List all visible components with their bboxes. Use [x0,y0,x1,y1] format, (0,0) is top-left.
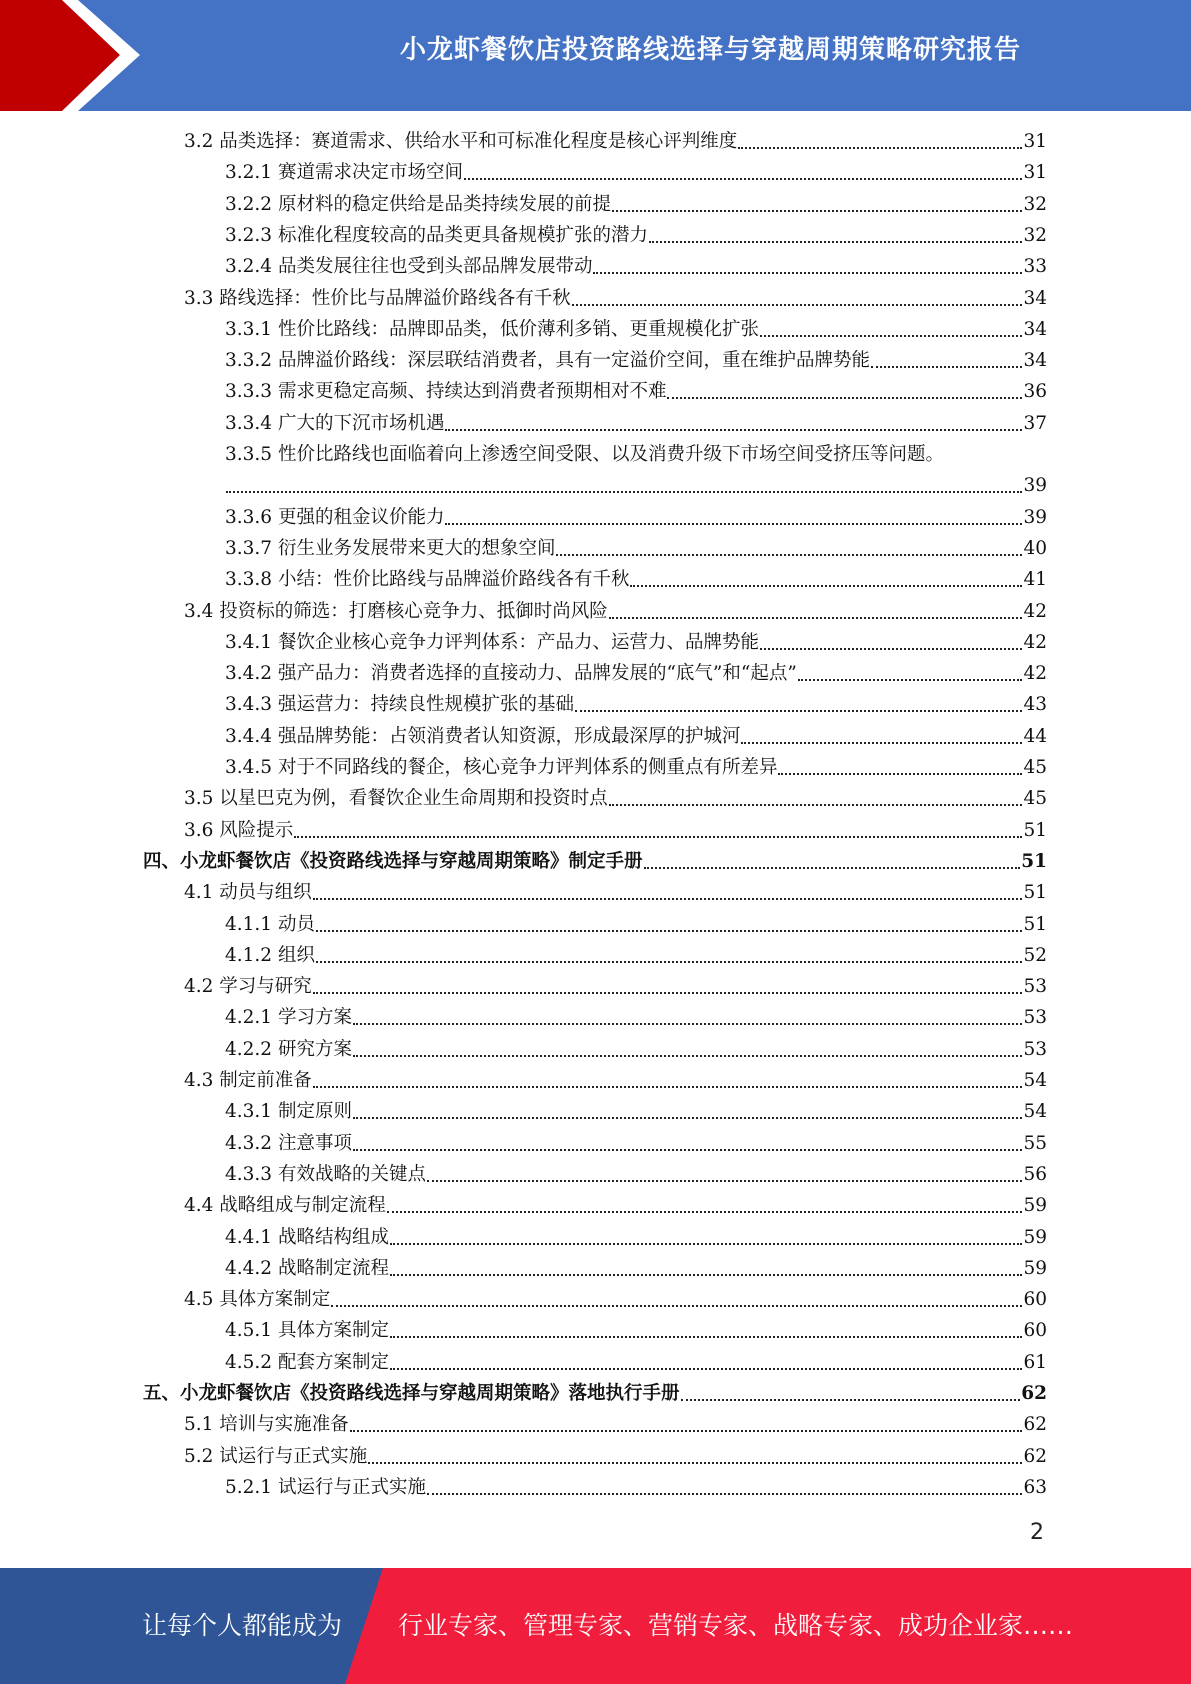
toc-entry-page: 41 [1023,569,1047,591]
toc-entry-page: 60 [1023,1289,1047,1311]
toc-entry-label: 3.2 品类选择：赛道需求、供给水平和可标准化程度是核心评判维度 [184,131,738,152]
toc-entry-page: 62 [1023,1445,1047,1467]
toc-entry-page: 39 [1023,506,1047,528]
toc-entry-page: 51 [1021,850,1047,872]
toc-entry-label: 3.5 以星巴克为例，看餐饮企业生命周期和投资时点 [184,788,608,810]
toc-entry-page: 36 [1023,381,1047,403]
toc-entry[interactable] [225,1224,1047,1252]
toc-leader-dots [294,817,1022,845]
toc-entry-label: 4.3.2 注意事项 [225,1132,352,1154]
toc-entry-page: 60 [1023,1320,1047,1342]
toc-leader-dots [390,1317,1022,1345]
toc-leader-dots [427,1474,1022,1502]
toc-entry[interactable] [225,1317,1047,1345]
toc-entry[interactable] [225,1130,1047,1158]
toc-leader-dots [316,911,1023,939]
toc-entry[interactable] [225,222,1047,250]
toc-entry-label: 4.4 战略组成与制定流程 [184,1195,386,1217]
toc-entry[interactable] [225,942,1047,970]
toc-entry[interactable] [184,1443,1047,1471]
toc-entry-continuation[interactable] [225,472,1047,500]
toc-leader-dots [313,879,1023,907]
toc-entry-label: 五、小龙虾餐饮店《投资路线选择与穿越周期策略》落地执行手册 [143,1383,680,1404]
toc-leader-dots [741,723,1022,751]
toc-entry[interactable] [225,1098,1047,1126]
toc-entry-page: 62 [1021,1383,1047,1404]
toc-leader-dots [313,1067,1023,1095]
toc-entry-page: 45 [1023,757,1047,778]
toc-entry-label: 3.3.3 需求更稳定高频、持续达到消费者预期相对不难 [225,381,667,403]
toc-entry-label: 4.3.3 有效战略的关键点 [225,1163,426,1185]
toc-entry-page: 32 [1023,193,1047,215]
toc-entry-page: 61 [1023,1351,1047,1373]
toc-leader-dots [368,1443,1022,1471]
toc-chapter-entry[interactable] [143,1380,1047,1408]
toc-entry[interactable] [225,1349,1047,1377]
toc-entry-label: 4.4.1 战略结构组成 [225,1226,389,1248]
toc-entry[interactable] [184,128,1047,156]
toc-entry[interactable] [184,879,1047,907]
toc-entry-label: 4.1 动员与组织 [184,882,312,904]
toc-leader-dots [760,316,1022,344]
toc-entry-page: 56 [1023,1163,1047,1185]
toc-leader-dots [609,598,1023,626]
toc-leader-dots [778,754,1022,782]
toc-entry-page: 37 [1023,412,1047,434]
toc-leader-dots [427,1161,1022,1189]
toc-leader-dots [798,660,1023,688]
toc-entry-page: 54 [1023,1070,1047,1091]
toc-entry[interactable] [225,378,1047,406]
toc-entry-page: 43 [1023,694,1047,716]
toc-entry-page: 59 [1023,1226,1047,1248]
toc-entry-label: 3.6 风险提示 [184,819,294,841]
toc-entry-label: 4.1.1 动员 [225,913,315,935]
toc-entry[interactable] [184,973,1047,1001]
toc-entry[interactable] [225,754,1047,782]
toc-entry-label: 3.4.5 对于不同路线的餐企，核心竞争力评判体系的侧重点有所差异 [225,757,778,778]
toc-entry[interactable] [184,817,1047,845]
toc-entry-label: 3.4 投资标的筛选：打磨核心竞争力、抵御时尚风险 [184,600,608,622]
toc-leader-dots [390,1255,1022,1283]
toc-entry[interactable] [184,285,1047,313]
toc-entry[interactable] [225,723,1047,751]
toc-entry-label: 3.4.1 餐饮企业核心竞争力评判体系：产品力、运营力、品牌势能 [225,631,759,653]
toc-entry[interactable] [225,316,1047,344]
toc-leader-dots [556,535,1022,563]
toc-entry[interactable] [225,629,1047,657]
toc-entry-page: 34 [1023,318,1047,340]
toc-leader-dots [445,504,1022,532]
toc-entry-page: 34 [1023,287,1047,309]
toc-entry-page: 31 [1023,131,1047,152]
toc-entry-page: 59 [1023,1257,1047,1279]
toc-entry-label: 4.3.1 制定原则 [225,1101,352,1123]
footer-slogan-right: 行业专家、管理专家、营销专家、战略专家、成功企业家…… [398,1611,1074,1640]
toc-entry-page: 55 [1023,1132,1047,1154]
toc-leader-dots [390,1349,1022,1377]
toc-entry[interactable] [184,1411,1047,1439]
toc-entry-label: 5.1 培训与实施准备 [184,1414,349,1436]
toc-entry[interactable] [225,347,1047,375]
toc-entry[interactable] [184,785,1047,813]
toc-chapter-entry[interactable] [143,848,1047,876]
toc-entry-label: 4.2.1 学习方案 [225,1007,352,1029]
toc-entry-label: 3.3 路线选择：性价比与品牌溢价路线各有千秋 [184,287,571,309]
toc-entry-page: 53 [1023,1007,1047,1029]
toc-leader-dots [593,253,1022,281]
toc-entry[interactable] [225,566,1047,594]
toc-entry[interactable] [184,1286,1047,1314]
toc-entry-label: 5.2.1 试运行与正式实施 [225,1476,426,1498]
toc-entry-page: 44 [1023,725,1047,747]
toc-entry[interactable] [225,159,1047,187]
toc-entry-page: 53 [1023,1038,1047,1060]
report-title: 小龙虾餐饮店投资路线选择与穿越周期策略研究报告 [399,35,1021,65]
toc-entry-label: 3.2.4 品类发展往往也受到头部品牌发展带动 [225,256,593,278]
page-header [0,0,1191,111]
toc-leader-dots [353,1036,1023,1064]
toc-entry-label: 3.3.6 更强的租金议价能力 [225,506,445,528]
toc-entry[interactable] [184,1192,1047,1220]
toc-entry-label: 4.2 学习与研究 [184,976,312,998]
toc-entry-label: 3.2.3 标准化程度较高的品类更具备规模扩张的潜力 [225,224,648,246]
toc-leader-dots [681,1380,1021,1408]
toc-leader-dots [313,973,1023,1001]
toc-entry[interactable] [225,410,1047,438]
toc-leader-dots [630,566,1022,594]
page-footer [0,1568,1191,1684]
toc-entry[interactable] [225,1036,1047,1064]
toc-leader-dots [738,128,1022,156]
toc-entry[interactable] [225,1161,1047,1189]
toc-entry[interactable] [225,911,1047,939]
toc-leader-dots [226,472,1022,500]
toc-entry-page: 51 [1023,819,1047,841]
toc-leader-dots [612,191,1022,219]
toc-entry-page: 62 [1023,1414,1047,1436]
toc-entry-page: 40 [1023,537,1047,559]
toc-leader-dots [316,942,1023,970]
toc-entry-page: 33 [1023,256,1047,278]
toc-entry-label: 3.3.5 性价比路线也面临着向上渗透空间受限、以及消费升级下市场空间受挤压等问题。 [225,444,944,465]
toc-entry-label: 3.3.2 品牌溢价路线：深层联结消费者，具有一定溢价空间，重在维护品牌势能 [225,350,870,372]
toc-entry-page: 53 [1023,976,1047,998]
toc-entry-label: 4.1.2 组织 [225,944,315,966]
toc-entry-label: 4.5.2 配套方案制定 [225,1351,389,1373]
toc-entry-label: 4.3 制定前准备 [184,1070,312,1091]
toc-leader-dots [760,629,1022,657]
toc-entry[interactable] [225,691,1047,719]
toc-entry[interactable] [225,660,1047,688]
toc-entry[interactable] [225,535,1047,563]
toc-leader-dots [387,1192,1023,1220]
toc-entry-label: 4.4.2 战略制定流程 [225,1257,389,1279]
toc-leader-dots [609,785,1023,813]
toc-entry-label: 3.3.1 性价比路线：品牌即品类，低价薄利多销、更重规模化扩张 [225,318,759,340]
toc-entry-page: 42 [1023,631,1047,653]
toc-leader-dots [871,347,1022,375]
toc-leader-dots [667,378,1022,406]
toc-entry-label: 3.3.4 广大的下沉市场机遇 [225,412,445,434]
toc-entry-label: 3.2.2 原材料的稳定供给是品类持续发展的前提 [225,193,611,215]
toc-entry-page: 52 [1023,944,1047,966]
toc-leader-dots [353,1130,1023,1158]
toc-leader-dots [464,159,1022,187]
toc-entry[interactable] [225,1255,1047,1283]
toc-entry-label: 3.4.4 强品牌势能：占领消费者认知资源，形成最深厚的护城河 [225,725,741,747]
toc-entry-label: 四、小龙虾餐饮店《投资路线选择与穿越周期策略》制定手册 [143,850,643,872]
toc-leader-dots [353,1004,1023,1032]
footer-slogan-left: 让每个人都能成为 [142,1611,343,1640]
toc-entry-page: 42 [1023,663,1047,685]
toc-entry-page: 32 [1023,224,1047,246]
toc-entry-page: 34 [1023,350,1047,372]
toc-entry-page: 63 [1023,1476,1047,1498]
page-number: 2 [1030,1520,1044,1545]
toc-entry[interactable] [225,441,1047,469]
toc-entry[interactable] [184,1067,1047,1095]
toc-entry-label: 3.3.8 小结：性价比路线与品牌溢价路线各有千秋 [225,569,630,591]
toc-entry-page: 51 [1023,882,1047,904]
toc-entry-label: 3.4.2 强产品力：消费者选择的直接动力、品牌发展的“底气”和“起点” [225,663,797,685]
toc-entry-page: 31 [1023,162,1047,184]
toc-leader-dots [644,848,1021,876]
toc-entry[interactable] [225,253,1047,281]
toc-entry-label: 4.5.1 具体方案制定 [225,1320,389,1342]
toc-leader-dots [572,285,1023,313]
toc-entry-page: 59 [1023,1195,1047,1217]
toc-entry-page: 54 [1023,1101,1047,1123]
toc-leader-dots [390,1224,1022,1252]
toc-entry-label: 5.2 试运行与正式实施 [184,1445,368,1467]
toc-entry-label: 3.4.3 强运营力：持续良性规模扩张的基础 [225,694,574,716]
toc-entry[interactable] [225,504,1047,532]
toc-leader-dots [649,222,1022,250]
toc-entry-page: 51 [1023,913,1047,935]
toc-entry-label: 4.5 具体方案制定 [184,1289,331,1311]
header-arrow-icon [0,0,160,111]
toc-entry[interactable] [225,191,1047,219]
toc-entry-page: 45 [1023,788,1047,810]
toc-leader-dots [353,1098,1023,1126]
toc-entry-label: 3.3.7 衍生业务发展带来更大的想象空间 [225,537,556,559]
toc-entry[interactable] [184,598,1047,626]
toc-leader-dots [350,1411,1023,1439]
toc-entry-page: 39 [1023,475,1047,497]
toc-leader-dots [331,1286,1022,1314]
toc-entry-label: 3.2.1 赛道需求决定市场空间 [225,162,463,184]
toc-leader-dots [445,410,1022,438]
toc-entry-label: 4.2.2 研究方案 [225,1038,352,1060]
toc-entry-page: 42 [1023,600,1047,622]
toc-entry[interactable] [225,1474,1047,1502]
toc-entry[interactable] [225,1004,1047,1032]
toc-leader-dots [575,691,1022,719]
